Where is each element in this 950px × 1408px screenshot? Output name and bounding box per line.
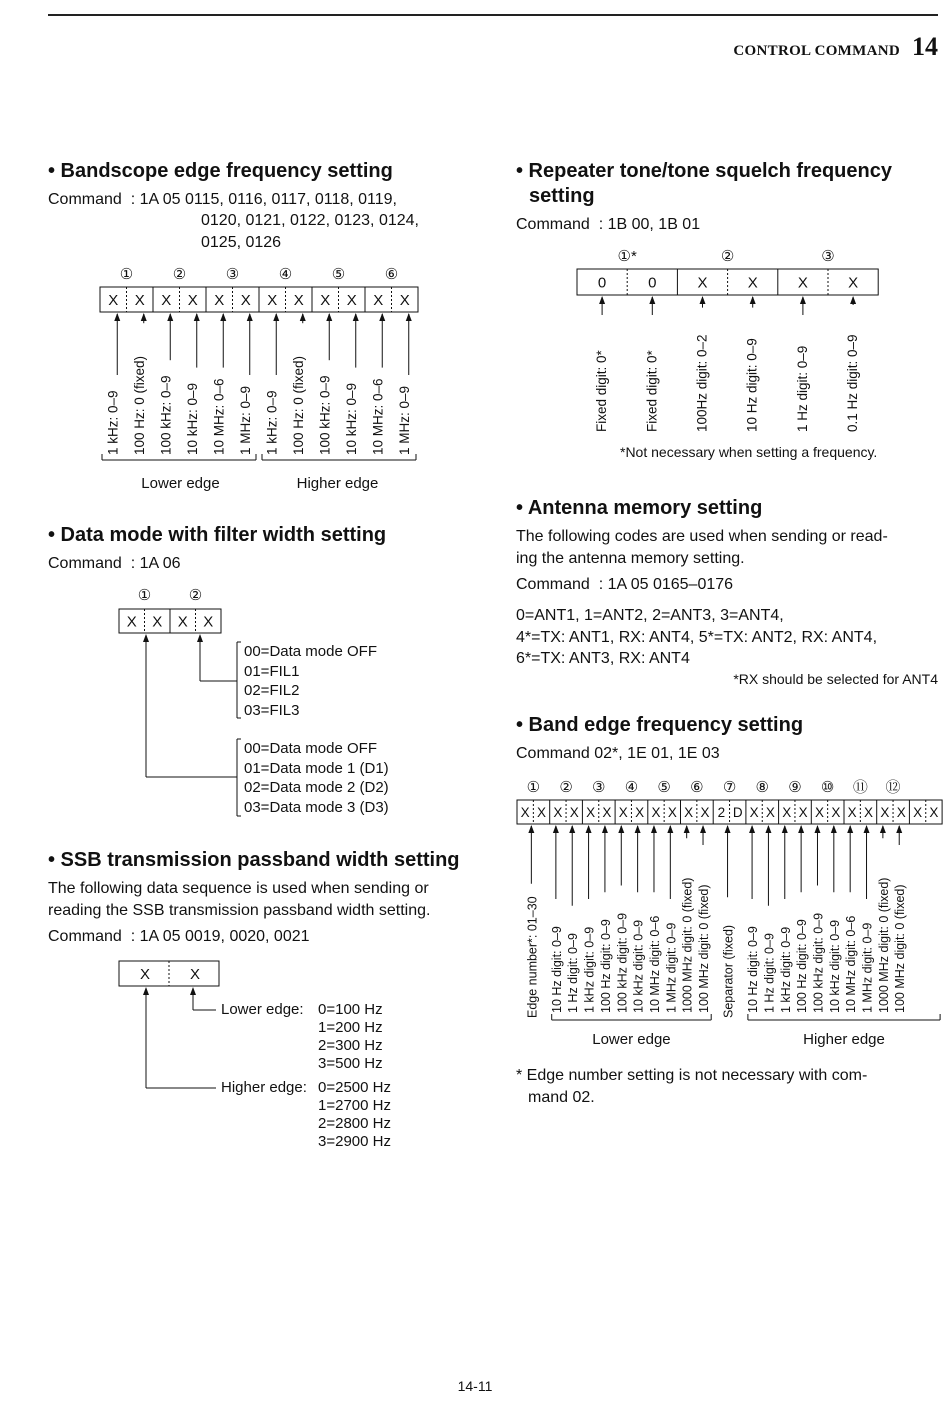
bandscope-digit-label: 100 kHz: 0–9 [317, 375, 333, 455]
repeater-digit-label: Fixed digit: 0* [594, 350, 610, 432]
bandedge-digit-label: 100 Hz digit: 0–9 [795, 919, 810, 1013]
bandscope-digit-label: 1 kHz: 0–9 [264, 390, 280, 455]
bandedge-arrow-head [651, 825, 657, 833]
bandedge-digit-label: 100 MHz digit: 0 (fixed) [697, 884, 712, 1013]
bandedge-pair-marker: ① [526, 779, 541, 796]
repeater-cell: X [848, 274, 859, 292]
bandedge-cell: X [586, 804, 596, 820]
bandedge-cell: D [732, 804, 743, 820]
bandedge-higher-edge-label: Higher edge [803, 1031, 885, 1048]
bandedge-arrow-head [618, 825, 624, 833]
bandedge-arrow-head [814, 825, 820, 833]
datamode-cell: X [203, 613, 214, 631]
antenna-title: • Antenna memory setting [516, 497, 763, 519]
bandscope-cell: X [134, 291, 145, 309]
bandedge-pair-marker: ⑫ [885, 779, 901, 796]
bandscope-digit-label: 100 kHz: 0–9 [158, 375, 174, 455]
ssb-title: • SSB transmission passband width setting [48, 849, 460, 871]
bandedge-note-line-1: * Edge number setting is not necessary with com- [516, 1067, 868, 1084]
bandedge-arrow-head [749, 825, 755, 833]
datamode-title: • Data mode with filter width setting [48, 524, 387, 546]
bandscope-cell: X [267, 291, 278, 309]
bandscope-digit-pair-marker: ⑥ [384, 266, 399, 283]
repeater-cell: 0 [597, 274, 607, 292]
higher-value: 1=2700 Hz [318, 1097, 391, 1114]
bandscope-cell: X [187, 291, 198, 309]
repeater-digit-label: 10 Hz digit: 0–9 [744, 338, 760, 432]
bandedge-digit-label: Edge number*: 01–30 [525, 896, 540, 1018]
antenna-code-line-3: 6*=TX: ANT3, RX: ANT4 [516, 650, 690, 667]
lower-value: 3=500 Hz [318, 1055, 383, 1072]
bandedge-pair-marker: ⑥ [690, 779, 704, 796]
bandedge-cell: X [700, 804, 710, 820]
repeater-digit-label: 0.1 Hz digit: 0–9 [845, 334, 861, 432]
antenna-code-line-1: 0=ANT1, 1=ANT2, 2=ANT3, 3=ANT4, [516, 607, 784, 624]
lower-value: 2=300 Hz [318, 1037, 383, 1054]
higher-edge-label: Higher edge [296, 475, 379, 492]
bandedge-cell: X [814, 804, 824, 820]
repeater-title-line-2: setting [529, 185, 595, 207]
bandscope-digit-pair-marker: ② [172, 266, 187, 283]
repeater-cell: X [797, 274, 808, 292]
bandscope-digit-label: 1 kHz: 0–9 [105, 390, 121, 455]
bandscope-digit-label: 10 kHz: 0–9 [343, 382, 359, 455]
bandedge-digit-label: 10 kHz digit: 0–9 [827, 919, 842, 1013]
datamode-pair-marker: ① [137, 587, 152, 604]
antenna-code-line-2: 4*=TX: ANT1, RX: ANT4, 5*=TX: ANT2, RX: ANT4, [516, 629, 878, 646]
chapter-number: 14 [912, 32, 938, 61]
repeater-cell: X [747, 274, 758, 292]
antenna-command: Command : 1A 05 0165–0176 [516, 576, 734, 593]
bandedge-arrow-head [602, 825, 608, 833]
bandedge-arrow-head [831, 825, 837, 833]
bandedge-arrow-head [586, 825, 592, 833]
bandedge-cell: X [880, 804, 890, 820]
bandedge-arrow-head [765, 825, 771, 833]
filter-option: 00=Data mode OFF [244, 643, 377, 660]
lower-edge-label: Lower edge [141, 475, 220, 492]
bandedge-digit-label: 100 kHz digit: 0–9 [615, 912, 630, 1013]
bandedge-cell: X [667, 804, 677, 820]
repeater-pair-marker: ①* [617, 248, 637, 265]
bandedge-arrow-head [684, 825, 690, 833]
filter-option: 02=FIL2 [244, 682, 300, 699]
bandedge-cell: X [913, 804, 923, 820]
ssb-cell: X [189, 966, 201, 983]
bandscope-digit-label: 10 kHz: 0–9 [184, 382, 200, 455]
bandedge-digit-label: 1 Hz digit: 0–9 [566, 933, 581, 1013]
bandedge-cell: X [618, 804, 628, 820]
bandscope-digit-label: 100 Hz: 0 (fixed) [290, 355, 306, 455]
bandedge-cell: X [831, 804, 841, 820]
bandedge-cell: X [651, 804, 661, 820]
bandedge-cell: X [602, 804, 612, 820]
bandedge-cell: X [929, 804, 939, 820]
antenna-note: *RX should be selected for ANT4 [733, 671, 938, 687]
bandedge-cell: X [782, 804, 792, 820]
ssb-higher-label: Higher edge: [221, 1079, 307, 1096]
bandedge-cell: X [635, 804, 645, 820]
bandedge-pair-marker: ⑤ [657, 779, 671, 796]
repeater-command: Command : 1B 00, 1B 01 [516, 216, 701, 233]
ssb-cell: X [139, 966, 151, 983]
ssb-desc-line-1: The following data sequence is used when sending or [48, 880, 429, 897]
bandedge-pair-marker: ⑪ [852, 779, 868, 796]
bandedge-cell: X [520, 804, 530, 820]
datamode-cell: X [152, 613, 163, 631]
bandedge-cell: X [765, 804, 775, 820]
bandscope-digit-pair-marker: ③ [225, 266, 240, 283]
bandedge-note-line-2: mand 02. [528, 1089, 595, 1106]
bandedge-pair-marker: ⑩ [820, 779, 835, 796]
bandedge-arrow-head [725, 825, 731, 833]
filter-option: 03=FIL3 [244, 701, 300, 719]
filter-option: 01=FIL1 [244, 662, 300, 680]
datamode-command: Command : 1A 06 [48, 555, 181, 572]
ssb-command: Command : 1A 05 0019, 0020, 0021 [48, 928, 310, 945]
bandedge-pair-marker: ② [559, 779, 573, 796]
bandedge-arrow-head [798, 825, 804, 833]
bandscope-digit-label: 10 MHz: 0–6 [211, 378, 227, 455]
bandedge-command: Command 02*, 1E 01, 1E 03 [516, 745, 720, 762]
bandedge-digit-label: 10 kHz digit: 0–9 [631, 919, 646, 1013]
bandedge-arrow-head [700, 825, 706, 833]
bandedge-arrow-head [896, 825, 902, 833]
bandscope-cell: X [320, 291, 331, 309]
bandscope-digit-pair-marker: ① [119, 266, 134, 283]
bandedge-digit-label: 1 Hz digit: 0–9 [762, 933, 777, 1013]
bandedge-cell: X [864, 804, 874, 820]
bandedge-arrow-head [635, 825, 641, 833]
repeater-pair-marker: ② [720, 248, 735, 265]
mode-option: 00=Data mode OFF [244, 740, 377, 757]
bandscope-command-line-3: 0125, 0126 [201, 234, 282, 251]
bandedge-digit-label: Separator (fixed) [721, 924, 736, 1018]
lower-value: 0=100 Hz [318, 1001, 383, 1018]
bandedge-cell: X [553, 804, 563, 820]
bandedge-pair-marker: ⑦ [722, 779, 737, 796]
bandedge-cell: X [537, 804, 547, 820]
bandscope-cell: X [399, 291, 410, 309]
bandedge-lower-edge-label: Lower edge [592, 1031, 671, 1048]
repeater-note: *Not necessary when setting a frequency. [620, 444, 878, 460]
bandscope-cell: X [108, 291, 119, 309]
higher-value: 2=2800 Hz [318, 1115, 391, 1132]
ssb-desc-line-2: reading the SSB transmission passband width setting. [48, 902, 431, 919]
mode-option: 01=Data mode 1 (D1) [244, 759, 389, 777]
header-title: CONTROL COMMAND [733, 43, 900, 59]
mode-option: 02=Data mode 2 (D2) [244, 779, 389, 796]
bandedge-digit-label: 1 MHz digit: 0–9 [860, 922, 875, 1013]
bandedge-arrow-head [553, 825, 559, 833]
bandedge-digit-label: 1 kHz digit: 0–9 [778, 926, 793, 1013]
bandedge-digit-label: 1000 MHz digit: 0 (fixed) [876, 877, 891, 1013]
bandedge-cell: X [684, 804, 694, 820]
mode-option: 03=Data mode 3 (D3) [244, 798, 389, 816]
bandscope-digit-label: 10 MHz: 0–6 [370, 378, 386, 455]
antenna-desc-line-1: The following codes are used when sending or read- [516, 528, 888, 545]
bandedge-digit-label: 1000 MHz digit: 0 (fixed) [680, 877, 695, 1013]
bandedge-digit-label: 1 MHz digit: 0–9 [664, 922, 679, 1013]
bandscope-cell: X [240, 291, 251, 309]
bandedge-cell: X [896, 804, 906, 820]
bandscope-cell: X [214, 291, 225, 309]
bandscope-cell: X [293, 291, 304, 309]
repeater-pair-marker: ③ [821, 248, 835, 265]
lower-value: 1=200 Hz [318, 1019, 383, 1036]
bandscope-digit-pair-marker: ④ [278, 266, 293, 283]
ssb-lower-label: Lower edge: [221, 1001, 304, 1018]
bandscope-digit-pair-marker: ⑤ [331, 266, 346, 283]
repeater-digit-label: 100Hz digit: 0–2 [694, 334, 710, 432]
bandedge-digit-label: 100 Hz digit: 0–9 [598, 919, 613, 1013]
bandscope-command-line-1: Command : 1A 05 0115, 0116, 0117, 0118, 0119, [48, 191, 397, 208]
bandedge-cell: X [569, 804, 579, 820]
bandedge-cell: X [749, 804, 759, 820]
bandedge-pair-marker: ④ [624, 779, 639, 796]
bandedge-digit-label: 1 kHz digit: 0–9 [582, 926, 597, 1013]
bandscope-command-line-2: 0120, 0121, 0122, 0123, 0124, [201, 212, 419, 229]
bandscope-cell: X [161, 291, 172, 309]
bandedge-pair-marker: ⑧ [755, 779, 769, 796]
datamode-pair-marker: ② [188, 587, 203, 604]
bandedge-arrow-head [847, 825, 853, 833]
bandedge-cell: X [847, 804, 857, 820]
antenna-desc-line-2: ing the antenna memory setting. [516, 550, 745, 567]
bandedge-arrow-head [864, 825, 870, 833]
bandedge-digit-label: 100 MHz digit: 0 (fixed) [893, 884, 908, 1013]
bandedge-pair-marker: ⑨ [788, 779, 802, 796]
bandscope-digit-label: 1 MHz: 0–9 [396, 385, 412, 455]
bandedge-cell: X [798, 804, 808, 820]
bandedge-digit-label: 10 MHz digit: 0–6 [647, 915, 662, 1013]
datamode-cell: X [177, 613, 188, 631]
datamode-cell: X [126, 613, 137, 631]
bandedge-digit-label: 10 MHz digit: 0–6 [844, 915, 859, 1013]
page-number: 14-11 [457, 1378, 493, 1394]
higher-value: 3=2900 Hz [318, 1133, 391, 1150]
bandscope-digit-label: 100 Hz: 0 (fixed) [131, 355, 147, 455]
bandedge-arrow-head [880, 825, 886, 833]
bandedge-title: • Band edge frequency setting [516, 714, 804, 736]
bandscope-cell: X [373, 291, 384, 309]
bandedge-arrow-head [528, 825, 534, 833]
repeater-cell: 0 [648, 274, 657, 292]
bandedge-arrow-head [569, 825, 575, 833]
higher-value: 0=2500 Hz [318, 1079, 391, 1096]
bandedge-arrow-head [667, 825, 673, 833]
bandscope-title: • Bandscope edge frequency setting [48, 160, 393, 182]
bandedge-digit-label: 100 kHz digit: 0–9 [811, 912, 826, 1013]
bandedge-arrow-head [782, 825, 788, 833]
bandedge-cell: 2 [717, 804, 726, 820]
repeater-title-line-1: • Repeater tone/tone squelch frequency [516, 160, 892, 182]
repeater-cell: X [697, 274, 708, 292]
bandedge-digit-label: 10 Hz digit: 0–9 [746, 926, 761, 1013]
bandscope-digit-label: 1 MHz: 0–9 [237, 385, 253, 455]
bandscope-cell: X [346, 291, 357, 309]
bandedge-digit-label: 10 Hz digit: 0–9 [549, 926, 564, 1013]
repeater-digit-label: 1 Hz digit: 0–9 [794, 345, 810, 432]
repeater-digit-label: Fixed digit: 0* [644, 350, 660, 432]
bandedge-pair-marker: ③ [592, 779, 606, 796]
